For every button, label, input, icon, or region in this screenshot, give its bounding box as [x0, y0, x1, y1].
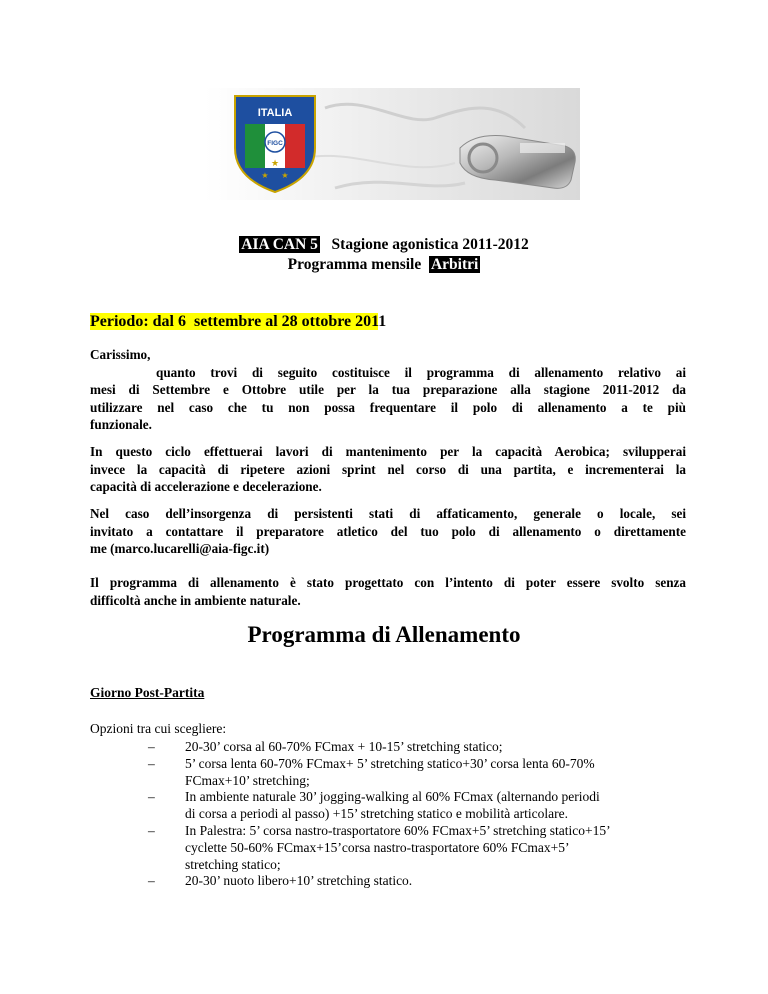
period-highlight: Periodo: dal 6 settembre al 28 ottobre 201 — [90, 313, 379, 330]
option-list — [148, 739, 708, 890]
nature-line: Il programma di allenamento è stato progettato con l’intento di poter essere svolto senza — [90, 575, 686, 590]
svg-text:★: ★ — [281, 171, 289, 180]
nature-line: difficoltà anche in ambiente naturale. — [90, 592, 301, 608]
season-label: Stagione agonistica 2011-2012 — [331, 236, 529, 253]
option-line: In Palestra: 5’ corsa nastro-trasportatore 60% FCmax+5’ stretching statico+15’ — [185, 822, 611, 838]
header-line-2 — [0, 256, 768, 274]
cycle-line: capacità di accelerazione e decelerazione. — [90, 479, 322, 494]
fatigue-line: me (marco.lucarelli@aia-figc.it) — [90, 541, 270, 556]
option-line: FCmax+10’ stretching; — [185, 772, 310, 788]
option-line: di corsa a periodi al passo) +15’ stretching statico e mobilità articolare. — [185, 806, 568, 822]
header-line-1 — [0, 236, 768, 254]
fatigue-line: invitato a contattare il preparatore atletico del tuo polo di allenamento o direttamente — [90, 523, 686, 539]
intro-line: quanto trovi di seguito costituisce il programma di allenamento relativo ai — [156, 364, 686, 380]
header-image — [205, 88, 580, 200]
intro-line: mesi di Settembre e Ottobre utile per la tua preparazione alla stagione 2011-2012 da — [90, 382, 686, 397]
svg-text:FIGC: FIGC — [267, 140, 283, 147]
svg-text:★: ★ — [261, 171, 269, 180]
dash-bullet: – — [148, 789, 155, 805]
dash-bullet: – — [148, 873, 155, 889]
greeting: Carissimo, — [90, 347, 151, 362]
list-item — [148, 739, 708, 756]
cycle-line: invece la capacità di ripetere azioni sprint nel corso di una partita, e incrementerai la — [90, 461, 686, 477]
list-item — [148, 789, 708, 823]
cycle-line: In questo ciclo effettuerai lavori di mantenimento per la capacità Aerobica; svilupperai — [90, 444, 686, 459]
period-rest: 1 — [378, 313, 387, 330]
program-label: Programma mensile — [287, 256, 422, 273]
option-line: In ambiente naturale 30’ jogging-walking al 60% FCmax (alternando periodi — [185, 789, 600, 805]
svg-text:ITALIA: ITALIA — [257, 107, 293, 119]
fatigue-paragraph — [90, 505, 686, 558]
intro-paragraph — [90, 346, 686, 434]
list-item — [148, 873, 708, 890]
dash-bullet: – — [148, 755, 155, 771]
dash-bullet: – — [148, 822, 155, 838]
option-line: cyclette 50-60% FCmax+15’corsa nastro-trasportatore 60% FCmax+5’ — [185, 839, 570, 855]
list-item — [148, 756, 708, 790]
option-line: stretching statico; — [185, 856, 281, 872]
option-line: 5’ corsa lenta 60-70% FCmax+ 5’ stretching statico+30’ corsa lenta 60-70% — [185, 755, 595, 771]
cycle-paragraph — [90, 443, 686, 496]
intro-line: funzionale. — [90, 417, 152, 432]
option-line: 20-30’ nuoto libero+10’ stretching statico. — [185, 873, 413, 889]
target-label: Arbitri — [430, 256, 479, 273]
list-item — [148, 823, 708, 873]
day-title: Giorno Post-Partita — [90, 685, 205, 700]
org-label: AIA CAN 5 — [241, 236, 318, 253]
nature-paragraph — [90, 574, 686, 609]
option-line: 20-30’ corsa al 60-70% FCmax + 10-15’ stretching statico; — [185, 739, 503, 754]
fatigue-line: Nel caso dell’insorgenza di persistenti stati di affaticamento, generale o locale, sei — [90, 506, 686, 521]
svg-text:★: ★ — [270, 158, 280, 168]
intro-line: utilizzare nel caso che tu non possa frequentare il polo di allenamento a te più — [90, 399, 686, 415]
period-line — [90, 313, 386, 331]
dash-bullet: – — [148, 739, 155, 754]
options-intro: Opzioni tra cui scegliere: — [90, 721, 227, 736]
section-title: Programma di Allenamento — [247, 622, 521, 647]
